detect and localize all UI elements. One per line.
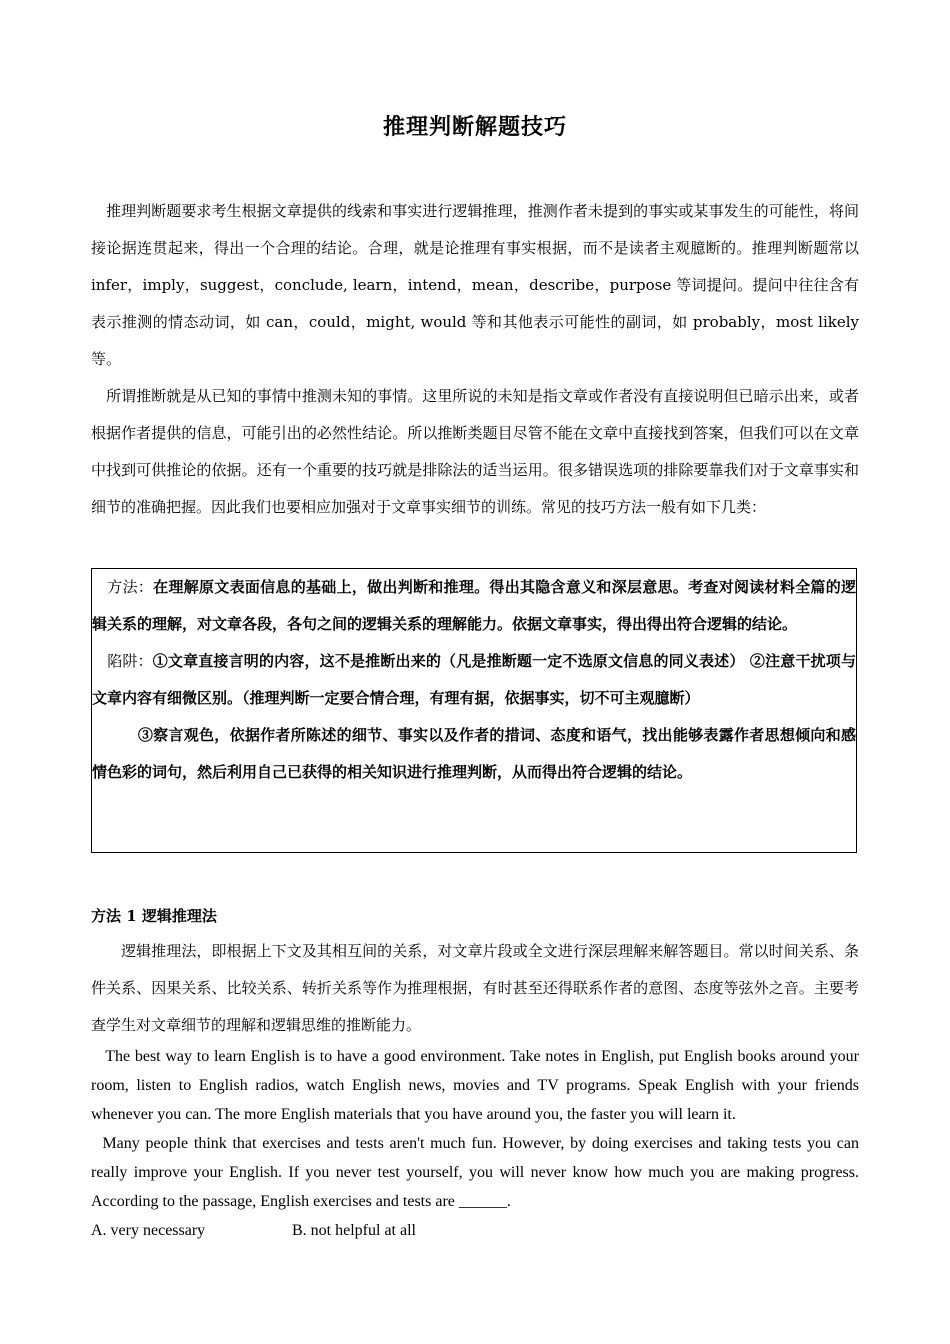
method-text: 在理解原文表面信息的基础上，做出判断和推理。得出其隐含意义和深层意思。考查对阅读材料全篇的逻辑关系的理解，对文章各段，各句之间的逻辑关系的理解能力。依据文章事实，得出得出符合逻辑的结论。 [92,578,856,633]
trap-description [92,643,856,717]
method-1-description [91,933,859,1044]
method-label: 方法： [107,578,154,596]
method-description [92,569,856,643]
page-title: 推理判断解题技巧 [382,114,567,140]
trap-text-3: ③察言观色，依据作者所陈述的细节、事实以及作者的措词、态度和语气，找出能够表露作者思想倾向和感情色彩的词句，然后利用自己已获得的相关知识进行推理判断，从而得出符合逻辑的结论。 [92,726,856,781]
intro-paragraph-1-text: 推理判断题要求考生根据文章提供的线索和事实进行逻辑推理，推测作者未提到的事实或某事发生的可能性，将间接论据连贯起来，得出一个合理的结论。合理，就是论推理有事实根据，而不是读者主观臆断的。推理判断题常以 infer，imply，suggest，conclude, learn，intend，mean，describe，purpose 等词提问。提问中往往含有表示推测的情态动词，如 can，could，might, would 等和其他表示可能性的副词，如 probably，most likely 等。 [91,202,859,368]
answer-options [91,1216,416,1245]
option-a: A. very necessary [91,1222,206,1239]
intro-paragraph-1 [91,193,859,378]
reading-passage-2 [91,1129,859,1216]
reading-passage-1-text: The best way to learn English is to have a good environment. Take notes in English, put English books around your room, listen to English radios, watch English news, movies and TV programs. Speak English with your friends whenever you can. The more English materials that you have around you, the faster you will learn it. [91,1048,860,1123]
reading-passage-1 [91,1042,859,1129]
trap-label: 陷阱： [107,652,153,670]
method-1-heading: 方法 1 逻辑推理法 [91,907,217,925]
trap-description-3 [92,717,856,791]
intro-paragraph-2 [91,378,859,526]
reading-passage-2-text: Many people think that exercises and tests aren't much fun. However, by doing exercises and taking tests you can really improve your English. If you never test yourself, you will never know how much you are making progress. According to the passage, English exercises and tests are ______. [91,1135,860,1210]
intro-paragraph-2-text: 所谓推断就是从已知的事情中推测未知的事情。这里所说的未知是指文章或作者没有直接说明但已暗示出来，或者根据作者提供的信息，可能引出的必然性结论。所以推断类题目尽管不能在文章中直接找到答案，但我们可以在文章中找到可供推论的依据。还有一个重要的技巧就是排除法的适当运用。很多错误选项的排除要靠我们对于文章事实和细节的准确把握。因此我们也要相应加强对于文章事实细节的训练。常见的技巧方法一般有如下几类： [91,387,859,516]
method-1-description-text: 逻辑推理法，即根据上下文及其相互间的关系，对文章片段或全文进行深层理解来解答题目。常以时间关系、条件关系、因果关系、比较关系、转折关系等作为推理根据，有时甚至还得联系作者的意图、态度等弦外之音。主要考查学生对文章细节的理解和逻辑思维的推断能力。 [91,942,859,1034]
option-b: B. not helpful at all [292,1222,416,1239]
trap-text: ①文章直接言明的内容，这不是推断出来的（凡是推断题一定不选原文信息的同义表述） ②注意干扰项与文章内容有细微区别。（推理判断一定要合情合理，有理有据，依据事实，切不可主观臆断） [92,652,856,707]
method-summary-box [91,568,857,853]
